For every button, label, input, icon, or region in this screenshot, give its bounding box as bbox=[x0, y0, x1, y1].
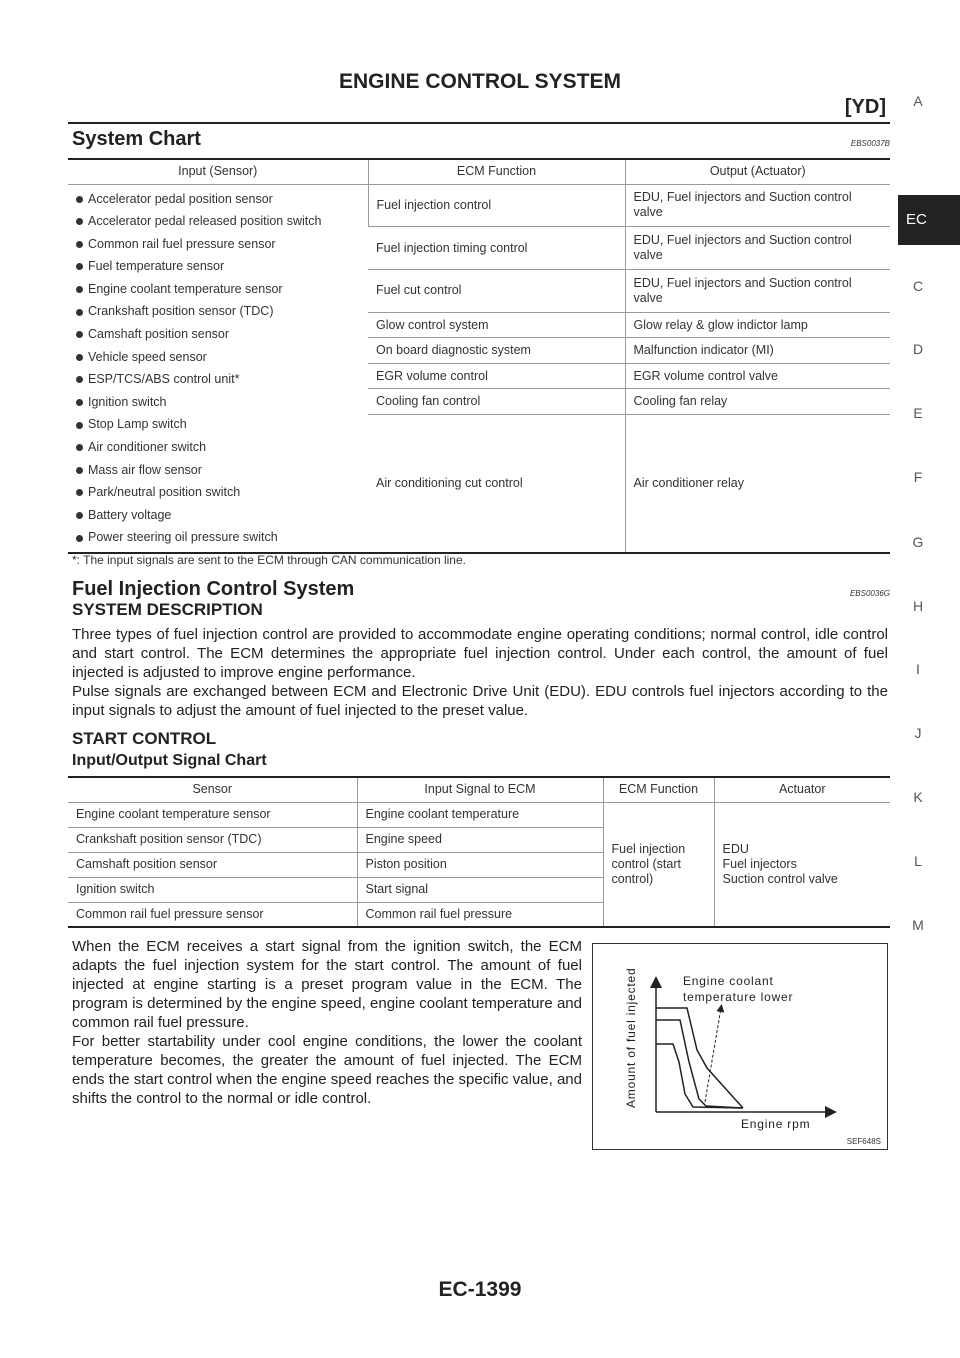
list-item: ESP/TCS/ABS control unit* bbox=[76, 368, 360, 391]
index-letter-e[interactable]: E bbox=[913, 405, 923, 421]
ecm-function-cell: Fuel injection control (start control) bbox=[603, 802, 714, 927]
column-header: Input Signal to ECM bbox=[357, 777, 603, 802]
list-item: Vehicle speed sensor bbox=[76, 346, 360, 369]
bullet-icon bbox=[76, 241, 83, 248]
ecm-function-cell: Fuel injection timing control bbox=[368, 227, 625, 270]
index-letter-k[interactable]: K bbox=[913, 789, 923, 805]
column-header: Actuator bbox=[714, 777, 890, 802]
fuel-injection-heading: Fuel Injection Control System bbox=[72, 578, 355, 600]
list-item: Accelerator pedal released position switch bbox=[76, 210, 360, 233]
list-item: Fuel temperature sensor bbox=[76, 255, 360, 278]
column-header: Input (Sensor) bbox=[68, 159, 368, 184]
ecm-function-cell: Air conditioning cut control bbox=[368, 414, 625, 553]
index-letter-ec-active[interactable]: EC bbox=[898, 195, 960, 245]
input-signal-cell: Start signal bbox=[357, 877, 603, 902]
input-signal-cell: Common rail fuel pressure bbox=[357, 902, 603, 927]
table-header-row bbox=[68, 777, 890, 802]
bullet-icon bbox=[76, 444, 83, 451]
output-actuator-cell: EGR volume control valve bbox=[625, 363, 890, 388]
input-sensor-list bbox=[76, 188, 360, 550]
column-header: Sensor bbox=[68, 777, 357, 802]
sensor-cell: Camshaft position sensor bbox=[68, 852, 357, 877]
index-letter-c[interactable]: C bbox=[912, 278, 924, 294]
bullet-icon bbox=[76, 263, 83, 270]
list-item: Crankshaft position sensor (TDC) bbox=[76, 300, 360, 323]
fuel-injection-figure bbox=[592, 943, 888, 1150]
index-letter-i[interactable]: I bbox=[916, 661, 920, 677]
system-chart-table bbox=[68, 158, 890, 554]
curve-mid-temp bbox=[656, 1020, 743, 1108]
bullet-icon bbox=[76, 376, 83, 383]
ecm-function-cell: On board diagnostic system bbox=[368, 338, 625, 363]
list-item: Power steering oil pressure switch bbox=[76, 526, 360, 549]
bullet-icon bbox=[76, 286, 83, 293]
list-item: Mass air flow sensor bbox=[76, 459, 360, 482]
ecm-function-cell: EGR volume control bbox=[368, 363, 625, 388]
curve-low-temp bbox=[656, 1008, 743, 1108]
output-actuator-cell: Cooling fan relay bbox=[625, 389, 890, 414]
annotation-label-line-1: Engine coolant bbox=[683, 974, 774, 988]
start-control-heading: START CONTROL bbox=[72, 729, 217, 748]
index-letter-j[interactable]: J bbox=[914, 725, 922, 741]
index-letter-m[interactable]: M bbox=[912, 917, 924, 933]
table-row bbox=[68, 184, 890, 227]
sensor-cell: Engine coolant temperature sensor bbox=[68, 802, 357, 827]
fuel-injection-diagram bbox=[593, 944, 887, 1149]
index-letter-f[interactable]: F bbox=[913, 469, 923, 485]
output-actuator-cell: Glow relay & glow indictor lamp bbox=[625, 312, 890, 337]
bullet-icon bbox=[76, 467, 83, 474]
list-item: Ignition switch bbox=[76, 391, 360, 414]
output-actuator-cell: Malfunction indicator (MI) bbox=[625, 338, 890, 363]
column-header: ECM Function bbox=[368, 159, 625, 184]
x-axis-label: Engine rpm bbox=[741, 1117, 811, 1131]
index-letter-a[interactable]: A bbox=[913, 93, 923, 109]
system-chart-footnote: *: The input signals are sent to the ECM through CAN communication line. bbox=[72, 553, 466, 567]
index-letter-g[interactable]: G bbox=[912, 534, 924, 550]
ecm-function-cell: Fuel cut control bbox=[368, 270, 625, 313]
index-letter-d[interactable]: D bbox=[912, 341, 924, 357]
system-description-paragraph-1: Three types of fuel injection control are provided to accommodate engine operating conditions; normal control, idle control and start control. The ECM determines the appropriate fuel injection control. Under each control, the amount of fuel injected is adjusted to improve engine performance. bbox=[72, 626, 888, 681]
output-actuator-cell: EDU, Fuel injectors and Suction control valve bbox=[625, 270, 890, 313]
system-description-heading: SYSTEM DESCRIPTION bbox=[72, 600, 263, 619]
bullet-icon bbox=[76, 399, 83, 406]
output-actuator-cell: EDU, Fuel injectors and Suction control valve bbox=[625, 184, 890, 227]
list-item: Engine coolant temperature sensor bbox=[76, 278, 360, 301]
annotation-arrow bbox=[705, 1008, 721, 1102]
sensor-cell: Crankshaft position sensor (TDC) bbox=[68, 827, 357, 852]
list-item: Camshaft position sensor bbox=[76, 323, 360, 346]
list-item: Air conditioner switch bbox=[76, 436, 360, 459]
column-header: Output (Actuator) bbox=[625, 159, 890, 184]
bullet-icon bbox=[76, 331, 83, 338]
system-description-paragraph-2: Pulse signals are exchanged between ECM and Electronic Drive Unit (EDU). EDU controls fuel injectors according to the input signals to adjust the amount of fuel injected to the preset value. bbox=[72, 683, 888, 719]
sensor-cell: Common rail fuel pressure sensor bbox=[68, 902, 357, 927]
ecm-function-cell: Cooling fan control bbox=[368, 389, 625, 414]
table-row bbox=[68, 802, 890, 827]
list-item: Stop Lamp switch bbox=[76, 413, 360, 436]
annotation-label-line-2: temperature lower bbox=[683, 990, 794, 1004]
bullet-icon bbox=[76, 196, 83, 203]
system-chart-heading: System Chart bbox=[72, 128, 201, 150]
sensor-cell: Ignition switch bbox=[68, 877, 357, 902]
page-header-title: ENGINE CONTROL SYSTEM bbox=[339, 70, 621, 93]
io-signal-chart-heading: Input/Output Signal Chart bbox=[72, 752, 267, 769]
header-rule bbox=[68, 122, 890, 124]
output-actuator-cell: EDU, Fuel injectors and Suction control valve bbox=[625, 227, 890, 270]
index-letter-h[interactable]: H bbox=[912, 598, 924, 614]
index-letter-l[interactable]: L bbox=[914, 853, 922, 869]
list-item: Common rail fuel pressure sensor bbox=[76, 233, 360, 256]
bullet-icon bbox=[76, 512, 83, 519]
bullet-icon bbox=[76, 354, 83, 361]
page-number: EC-1399 bbox=[438, 1278, 522, 1301]
page-header-code: [YD] bbox=[844, 96, 886, 118]
input-signal-cell: Piston position bbox=[357, 852, 603, 877]
input-signal-cell: Engine coolant temperature bbox=[357, 802, 603, 827]
bullet-icon bbox=[76, 489, 83, 496]
bullet-icon bbox=[76, 535, 83, 542]
system-chart-ref: EBS0037B bbox=[850, 139, 890, 148]
bullet-icon bbox=[76, 309, 83, 316]
actuator-cell: EDU Fuel injectors Suction control valve bbox=[714, 802, 890, 927]
start-control-paragraph-2: For better startability under cool engine conditions, the lower the coolant temperature becomes, the greater the amount of fuel injected. The ECM ends the start control when the engine speed reaches the specific value, and shifts the control to the normal or idle control. bbox=[72, 1033, 582, 1107]
list-item: Accelerator pedal position sensor bbox=[76, 188, 360, 211]
start-control-paragraph-1: When the ECM receives a start signal from the ignition switch, the ECM adapts the fuel injection system for the start control. The amount of fuel injected at engine starting is a preset program value in the ECM. The program is determined by the engine speed, engine coolant temperature and common rail fuel pressure. bbox=[72, 938, 582, 1031]
ecm-function-cell: Fuel injection control bbox=[368, 184, 625, 227]
output-actuator-cell: Air conditioner relay bbox=[625, 414, 890, 553]
ecm-function-cell: Glow control system bbox=[368, 312, 625, 337]
list-item: Battery voltage bbox=[76, 504, 360, 527]
fuel-injection-ref: EBS0036G bbox=[849, 589, 890, 598]
bullet-icon bbox=[76, 422, 83, 429]
input-sensor-list-cell bbox=[68, 184, 368, 553]
figure-code: SEF648S bbox=[846, 1137, 881, 1146]
input-signal-cell: Engine speed bbox=[357, 827, 603, 852]
io-signal-chart-table bbox=[68, 776, 890, 928]
bullet-icon bbox=[76, 218, 83, 225]
y-axis-label: Amount of fuel injected bbox=[624, 967, 638, 1108]
table-header-row bbox=[68, 159, 890, 184]
list-item: Park/neutral position switch bbox=[76, 481, 360, 504]
column-header: ECM Function bbox=[603, 777, 714, 802]
